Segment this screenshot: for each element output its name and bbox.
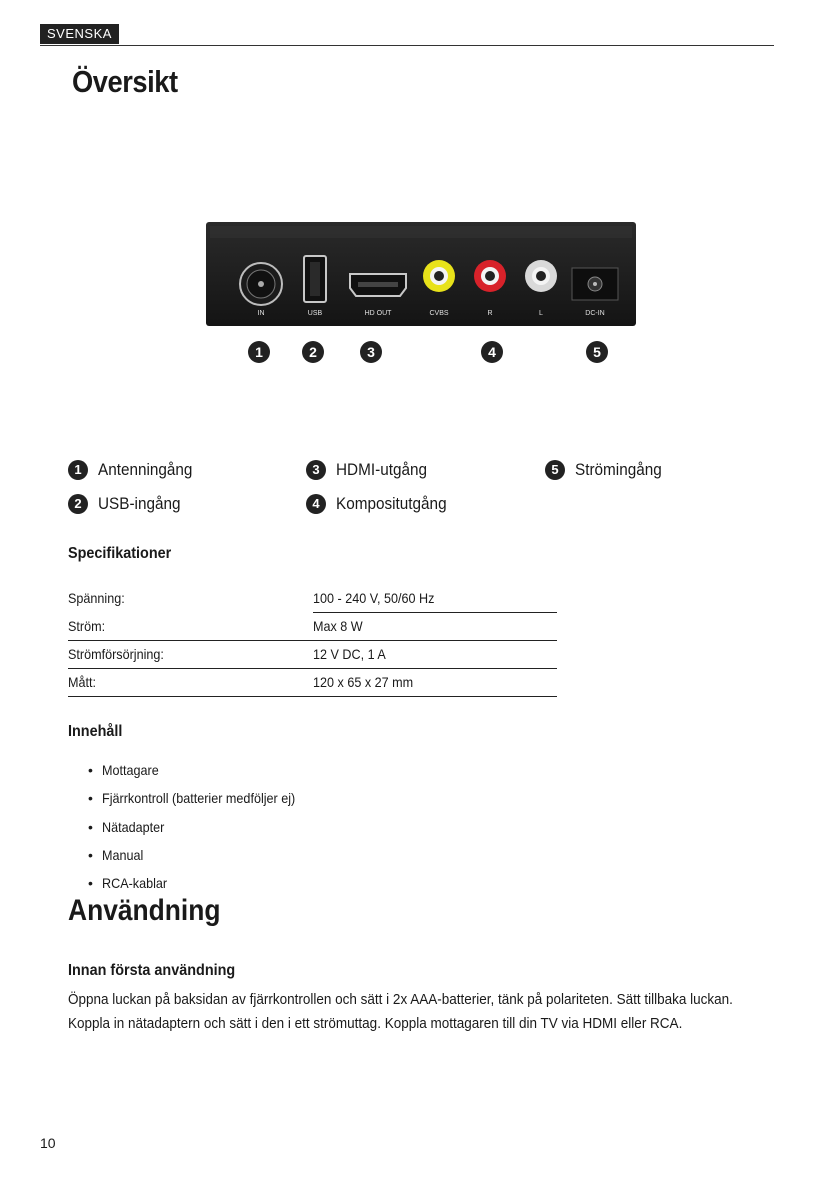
- legend-label: Kompositutgång: [336, 494, 447, 513]
- list-item-text: Fjärrkontroll (batterier medföljer ej): [102, 790, 296, 807]
- legend-item-antenna: [68, 460, 203, 480]
- bullet-icon: •: [88, 847, 93, 864]
- contents-list: [88, 756, 317, 897]
- list-item-text: Mottagare: [102, 762, 159, 779]
- callout-badge-5: 5: [586, 341, 608, 363]
- legend-item-usb: [68, 494, 190, 514]
- port-label-r: R: [487, 310, 493, 317]
- specs-table: [68, 585, 557, 697]
- legend-item-composite: [306, 494, 459, 514]
- spec-value: 12 V DC, 1 A: [313, 646, 386, 662]
- legend-label: Antenningång: [98, 460, 193, 479]
- device-rear-panel-illustration: [206, 222, 636, 326]
- usage-paragraph: Öppna luckan på baksidan av fjärrkontrollen och sätt i 2x AAA-batterier, tänk på polariteten. Sätt tillbaka luckan. Koppla in nätadaptern och sätt i den i ett strömuttag. Koppla mottagaren till din TV via HDMI eller RCA.: [68, 991, 733, 1032]
- spec-key: Spänning:: [68, 590, 125, 606]
- page-title: Översikt: [72, 64, 178, 99]
- callout-badge-1: 1: [248, 341, 270, 363]
- callout-badge-4: 4: [481, 341, 503, 363]
- port-label-cvbs: CVBS: [429, 310, 449, 317]
- bullet-icon: •: [88, 818, 93, 835]
- row-divider: [68, 696, 557, 697]
- spec-value: Max 8 W: [313, 618, 363, 634]
- bullet-icon: •: [88, 875, 93, 892]
- antenna-port-icon: [240, 263, 282, 305]
- list-item: [88, 813, 317, 841]
- legend-item-power: [545, 460, 671, 480]
- spec-key: Strömförsörjning:: [68, 646, 164, 662]
- spec-value: 100 - 240 V, 50/60 Hz: [313, 590, 435, 606]
- list-item: [88, 841, 317, 869]
- callout-badge-3: 3: [360, 341, 382, 363]
- legend-badge: 5: [545, 460, 565, 480]
- cvbs-rca-port-icon: [423, 260, 455, 292]
- list-item-text: Manual: [102, 847, 144, 864]
- legend-label: Strömingång: [575, 460, 662, 479]
- audio-right-rca-port-icon: [474, 260, 506, 292]
- port-label-in: IN: [257, 310, 265, 317]
- spec-value: 120 x 65 x 27 mm: [313, 674, 414, 690]
- usage-heading: Användning: [68, 894, 221, 927]
- list-item-text: RCA-kablar: [102, 875, 168, 892]
- contents-heading: Innehåll: [68, 723, 123, 740]
- list-item: [88, 756, 317, 784]
- spec-key: Mått:: [68, 674, 97, 690]
- legend-label: USB-ingång: [98, 494, 181, 513]
- callout-badge-2: 2: [302, 341, 324, 363]
- hdmi-port-icon: [350, 274, 406, 296]
- legend-item-hdmi: [306, 460, 437, 480]
- table-row: [68, 585, 557, 613]
- language-bar: [40, 24, 774, 46]
- legend-badge: 3: [306, 460, 326, 480]
- spec-key: Ström:: [68, 618, 106, 634]
- port-label-usb: USB: [307, 310, 323, 317]
- audio-left-rca-port-icon: [525, 260, 557, 292]
- legend-badge: 1: [68, 460, 88, 480]
- table-row: [68, 669, 557, 697]
- table-row: [68, 641, 557, 669]
- port-label-hdout: HD OUT: [364, 310, 392, 317]
- bullet-icon: •: [88, 790, 93, 807]
- bullet-icon: •: [88, 762, 93, 779]
- usage-subheading: Innan första användning: [68, 962, 236, 979]
- table-row: [68, 613, 557, 641]
- usb-port-icon: [304, 256, 326, 302]
- legend-badge: 4: [306, 494, 326, 514]
- port-label-l: L: [539, 310, 543, 317]
- specs-heading: Specifikationer: [68, 545, 172, 562]
- list-item-text: Nätadapter: [102, 818, 165, 835]
- dc-in-port-icon: [572, 268, 618, 300]
- legend-badge: 2: [68, 494, 88, 514]
- list-item: [88, 784, 317, 812]
- port-label-dcin: DC-IN: [585, 310, 605, 317]
- language-tag: SVENSKA: [40, 24, 119, 44]
- page-number: 10: [40, 1135, 56, 1151]
- legend-label: HDMI-utgång: [336, 460, 427, 479]
